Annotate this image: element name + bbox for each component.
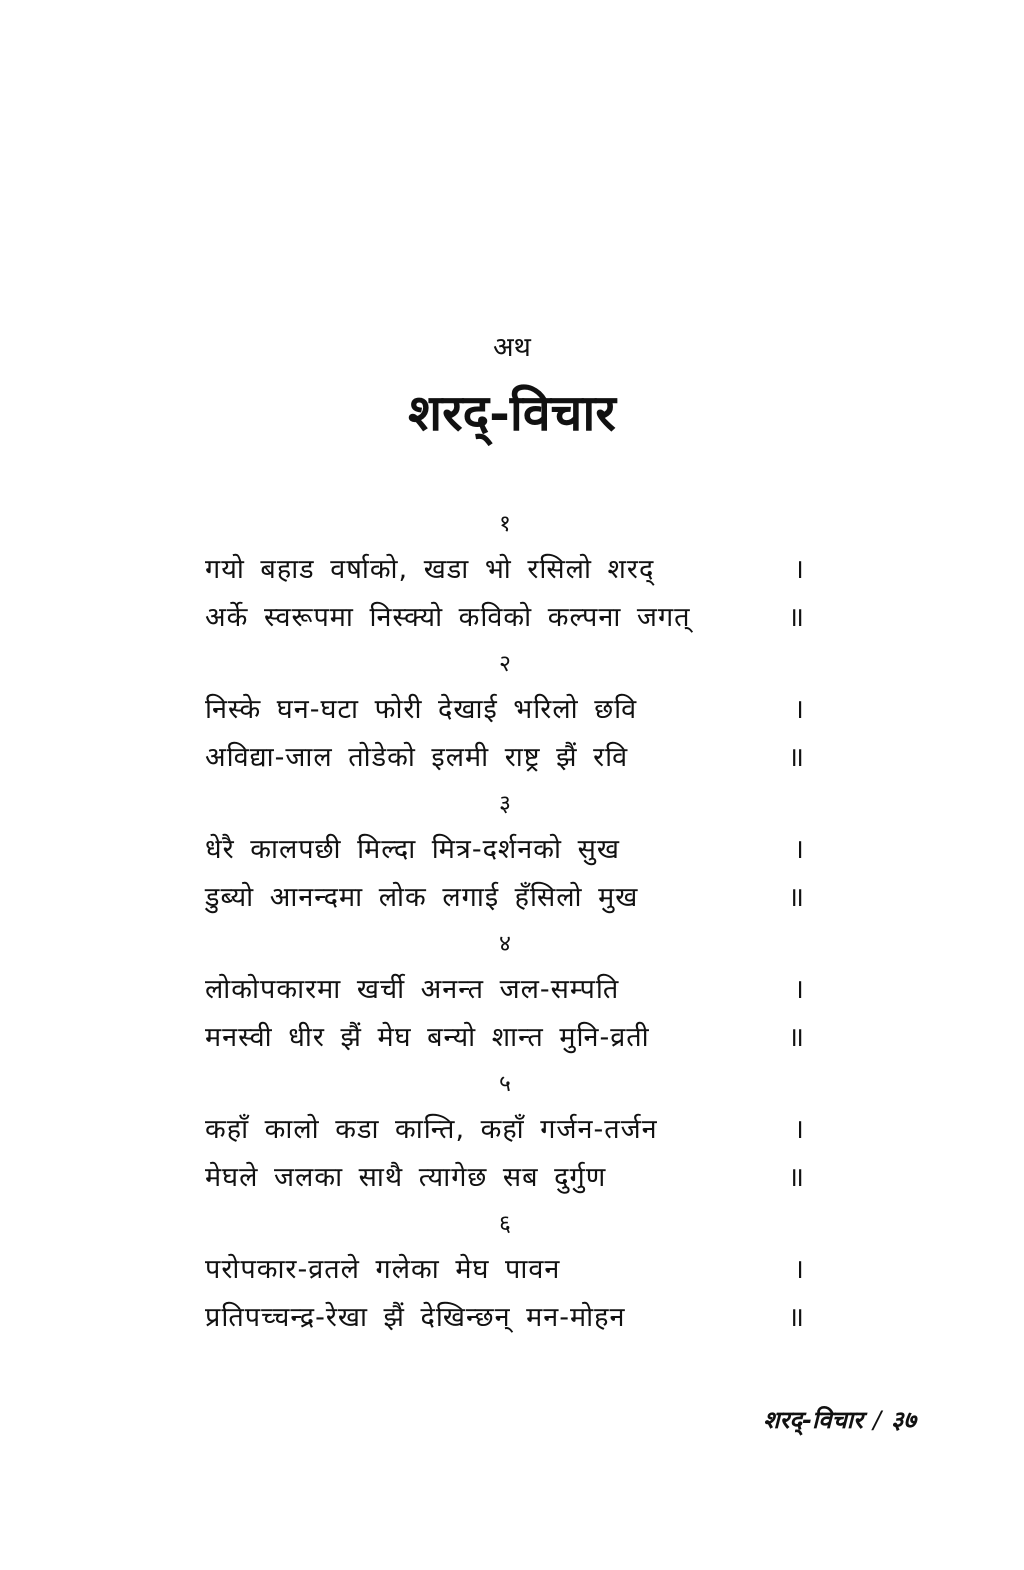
danda-mark: ।: [793, 1254, 805, 1285]
stanza-number: १: [499, 511, 511, 537]
double-danda-mark: ॥: [787, 1022, 805, 1053]
stanza-number: ४: [499, 931, 511, 957]
verse-text: अर्के स्वरूपमा निस्क्यो कविको कल्पना जगत्: [205, 602, 691, 633]
verse-line: [205, 1294, 805, 1342]
danda-mark: ।: [793, 1114, 805, 1145]
stanza-number: ३: [499, 791, 511, 817]
verse-line: [205, 1014, 805, 1062]
verse-text: लोकोपकारमा खर्ची अनन्त जल-सम्पति: [205, 974, 620, 1005]
stanza-6: [205, 1202, 805, 1342]
danda-mark: ।: [793, 834, 805, 865]
verse-text: निस्के घन-घटा फोरी देखाई भरिलो छवि: [205, 694, 638, 725]
verse-line: [205, 686, 805, 734]
danda-mark: ।: [793, 694, 805, 725]
verse-text: गयो बहाड वर्षाको, खडा भो रसिलो शरद्: [205, 554, 655, 585]
page-number: ३७: [891, 1406, 916, 1434]
stanza-1: [205, 502, 805, 642]
double-danda-mark: ॥: [787, 602, 805, 633]
section-prefix: अथ: [493, 332, 531, 363]
double-danda-mark: ॥: [787, 742, 805, 773]
verse-line: [205, 874, 805, 922]
verse-line: [205, 826, 805, 874]
verse-text: प्रतिपच्चन्द्र-रेखा झैं देखिन्छन् मन-मोहन: [205, 1302, 626, 1333]
verse-text: धेरै कालपछी मिल्दा मित्र-दर्शनको सुख: [205, 834, 620, 865]
verse-line: [205, 1246, 805, 1294]
danda-mark: ।: [793, 974, 805, 1005]
verse-line: [205, 594, 805, 642]
running-footer: [763, 1400, 916, 1440]
stanza-5: [205, 1062, 805, 1202]
stanza-2: [205, 642, 805, 782]
verse-line: [205, 966, 805, 1014]
verse-line: [205, 1106, 805, 1154]
stanza-number: ५: [499, 1071, 511, 1097]
stanza-number: ६: [499, 1211, 511, 1237]
stanza-3: [205, 782, 805, 922]
verse-line: [205, 734, 805, 782]
verse-text: डुब्यो आनन्दमा लोक लगाई हँसिलो मुख: [205, 882, 639, 913]
double-danda-mark: ॥: [787, 1302, 805, 1333]
double-danda-mark: ॥: [787, 882, 805, 913]
verse-text: परोपकार-व्रतले गलेका मेघ पावन: [205, 1254, 561, 1285]
footer-separator: /: [872, 1406, 882, 1434]
poem-title: शरद्-विचार: [408, 383, 616, 442]
verse-text: कहाँ कालो कडा कान्ति, कहाँ गर्जन-तर्जन: [205, 1114, 658, 1145]
footer-title: शरद्-विचार: [763, 1406, 863, 1434]
double-danda-mark: ॥: [787, 1162, 805, 1193]
verse-line: [205, 1154, 805, 1202]
stanza-4: [205, 922, 805, 1062]
verse-text: मनस्वी धीर झैं मेघ बन्यो शान्त मुनि-व्रती: [205, 1022, 650, 1053]
verse-text: अविद्या-जाल तोडेको इलमी राष्ट्र झैं रवि: [205, 742, 629, 773]
verse-line: [205, 546, 805, 594]
danda-mark: ।: [793, 554, 805, 585]
stanza-number: २: [499, 651, 511, 677]
verse-text: मेघले जलका साथै त्यागेछ सब दुर्गुण: [205, 1162, 607, 1193]
poem-body: [205, 502, 805, 1342]
